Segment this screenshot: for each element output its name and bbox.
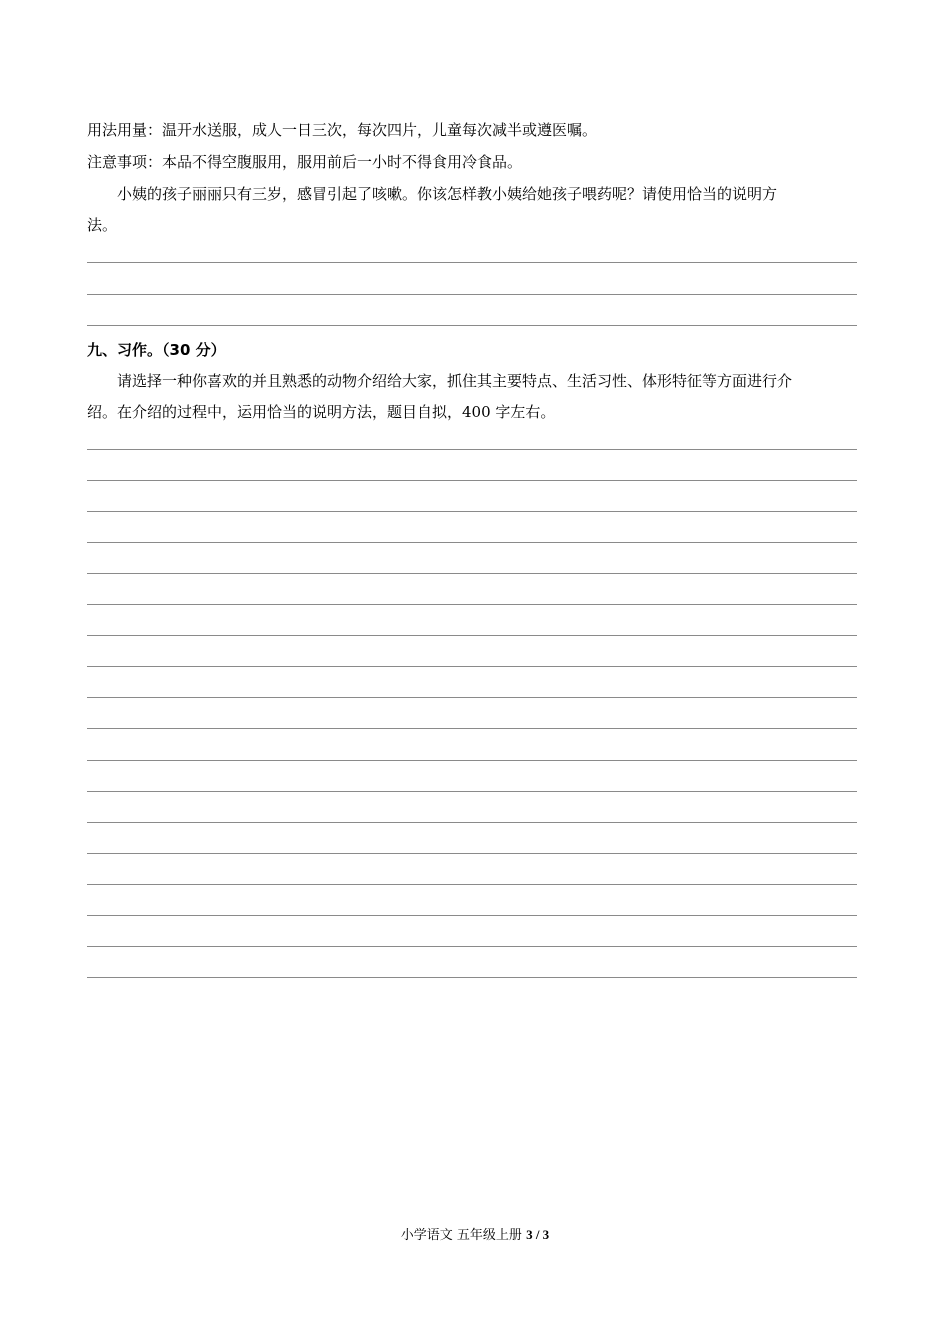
answer-line[interactable] — [87, 325, 857, 326]
answer-line[interactable] — [87, 604, 857, 605]
composition-prompt-line1: 请选择一种你喜欢的并且熟悉的动物介绍给大家，抓住其主要特点、生活习性、体形特征等方面进行介 — [117, 372, 793, 390]
answer-line[interactable] — [87, 511, 857, 512]
notes-text: 注意事项：本品不得空腹服用，服用前后一小时不得食用冷食品。 — [87, 153, 523, 171]
dosage-text: 用法用量：温开水送服，成人一日三次，每次四片，儿童每次减半或遵医嘱。 — [87, 121, 598, 139]
answer-line[interactable] — [87, 760, 857, 761]
answer-line[interactable] — [87, 915, 857, 916]
answer-line[interactable] — [87, 573, 857, 574]
answer-line[interactable] — [87, 884, 857, 885]
answer-line[interactable] — [87, 791, 857, 792]
answer-line[interactable] — [87, 666, 857, 667]
page-footer — [0, 1226, 950, 1245]
answer-line[interactable] — [87, 853, 857, 854]
answer-line[interactable] — [87, 697, 857, 698]
answer-line[interactable] — [87, 294, 857, 295]
question-text-line2: 法。 — [87, 216, 118, 234]
answer-line[interactable] — [87, 977, 857, 978]
composition-prompt-line2: 绍。在介绍的过程中，运用恰当的说明方法，题目自拟，400 字左右。 — [87, 403, 556, 421]
answer-line[interactable] — [87, 262, 857, 263]
section-title-composition: 九、习作。（30 分） — [87, 341, 226, 359]
answer-line[interactable] — [87, 542, 857, 543]
answer-line[interactable] — [87, 480, 857, 481]
answer-line[interactable] — [87, 822, 857, 823]
footer-subject: 小学语文 五年级上册 — [400, 1228, 527, 1243]
answer-line[interactable] — [87, 635, 857, 636]
footer-page-number: 3 / 3 — [526, 1227, 550, 1242]
answer-line[interactable] — [87, 728, 857, 729]
question-text-line1: 小姨的孩子丽丽只有三岁，感冒引起了咳嗽。你该怎样教小姨给她孩子喂药呢？请使用恰当的说明方 — [117, 185, 778, 203]
answer-line[interactable] — [87, 946, 857, 947]
answer-line[interactable] — [87, 449, 857, 450]
